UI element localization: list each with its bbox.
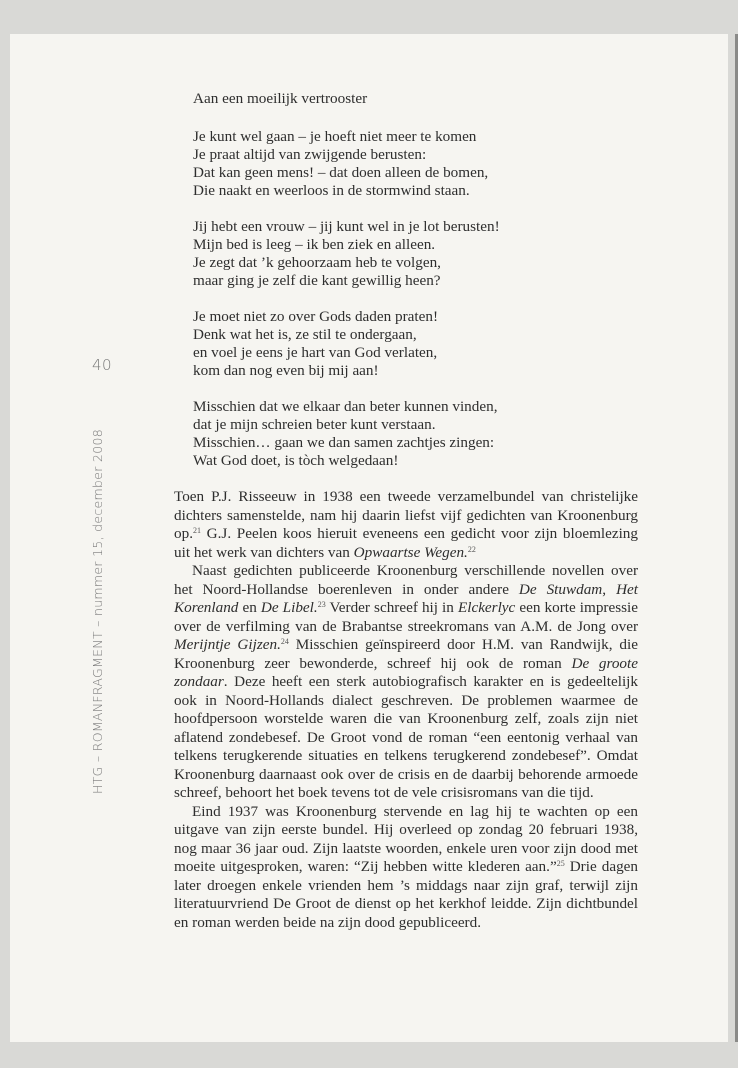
running-head: HTG – ROMANFRAGMENT – nummer 15, december 2008 [90,429,105,794]
poem [193,90,573,488]
poem-title: Aan een moeilijk vertrooster [193,90,368,107]
text-run: G.J. Peelen koos hieruit eveneens een gedicht voor zijn bloemlezing uit het werk van dichters van [174,525,638,561]
italic-title: Het Korenland [174,580,638,616]
italic-title: De groote zondaar [174,654,638,690]
italic-title: Opwaartse Wegen. [353,543,468,561]
text-run: Toen P.J. Risseeuw in 1938 een tweede verzamelbundel van christelijke dichters samenstelde, nam hij daarin liefst vijf gedichten van Kroonenburg op. [174,488,638,542]
poem-line: en voel je eens je hart van God verlaten, [193,344,438,361]
poem-line: Je praat altijd van zwijgende berusten: [193,146,427,163]
poem-stanza-4 [193,398,573,470]
poem-line: Je zegt dat ’k gehoorzaam heb te volgen, [193,254,441,271]
text-run: , [602,580,617,598]
poem-line: kom dan nog even bij mij aan! [193,362,379,379]
footnote-ref: 25 [556,859,565,868]
text-run: Drie dagen later droegen enkele vrienden hem ’s middags naar zijn graf, terwijl zijn literatuurvriend De Groot de dienst op het kerkhof leidde. Zijn dichtbundel en roman werden beide na zijn dood gepubliceerd. [174,858,638,931]
footnote-ref: 21 [192,526,201,535]
poem-stanza-2 [193,218,573,290]
poem-line: Dat kan geen mens! – dat doen alleen de bomen, [193,164,489,181]
poem-stanza-1 [193,128,573,200]
italic-title: De Stuwdam [518,580,603,598]
poem-line: Misschien… gaan we dan samen zachtjes zingen: [193,434,495,451]
poem-line: Jij hebt een vrouw – jij kunt wel in je lot berusten! [193,218,500,235]
text-run: Misschien geïnspireerd door H.M. van Randwijk, die Kroonenburg zeer bewonderde, schreef hij ook de roman [174,636,638,672]
poem-line: Je kunt wel gaan – je hoeft niet meer te komen [193,128,477,145]
text-run: Naast gedichten publiceerde Kroonenburg verschillende novellen over het Noord-Hollandse boerenleven in onder andere [174,562,638,598]
text-run: . Deze heeft een sterk autobiografisch karakter en is gedeeltelijk ook in Noord-Hollands dialect geschreven. De problemen waarmee de hoofdpersoon worstelde waren die van Kroonenburg zelf, zoals zijn niet aflatend zondebesef. De Groot vond de roman “een eentonig verhaal van telkens terugkerende situaties en telkens terugkerend zondebesef”. Omdat Kroonenburg daarnaast ook over de crisis en de daarbij behorende armoede schreef, behoort het boek tevens tot de vele crisisromans van die tijd. [174,673,638,801]
text-run: Verder schreef hij in [325,599,458,616]
footnote-ref: 22 [467,544,476,554]
poem-line: Die naakt en weerloos in de stormwind staan. [193,182,470,199]
poem-line: Denk wat het is, ze stil te ondergaan, [193,326,417,343]
poem-line: dat je mijn schreien beter kunt verstaan. [193,416,436,433]
poem-line: Wat God doet, is tòch welgedaan! [193,452,399,469]
italic-title: Merijntje Gijzen. [174,636,281,653]
text-run: een korte impressie over de verfilming van de Brabantse streekromans van A.M. de Jong over [174,599,638,635]
body-text [174,488,638,932]
poem-line: Je moet niet zo over Gods daden praten! [193,308,439,325]
text-run: en [238,599,261,616]
poem-line: Mijn bed is leeg – ik ben ziek en alleen. [193,236,436,253]
footnote-ref: 23 [317,600,326,609]
footnote-ref: 24 [280,637,289,646]
poem-line: maar ging je zelf die kant gewillig heen? [193,272,441,289]
italic-title: De Libel. [260,599,318,616]
italic-title: Elckerlyc [457,599,516,616]
poem-stanza-3 [193,308,573,380]
paragraph-1 [174,488,638,562]
page-number: 40 [92,356,113,374]
text-run: Eind 1937 was Kroonenburg stervende en lag hij te wachten op een uitgave van zijn eerste bundel. Hij overleed op zondag 20 februari 1938, nog maar 36 jaar oud. Zijn laatste woorden, enkele uren voor zijn dood met moeite uitgesproken, waren: “Zij hebben witte klederen aan.” [174,802,638,875]
paragraph-3 [174,803,638,933]
poem-line: Misschien dat we elkaar dan beter kunnen vinden, [193,398,498,415]
paragraph-2 [174,562,638,803]
